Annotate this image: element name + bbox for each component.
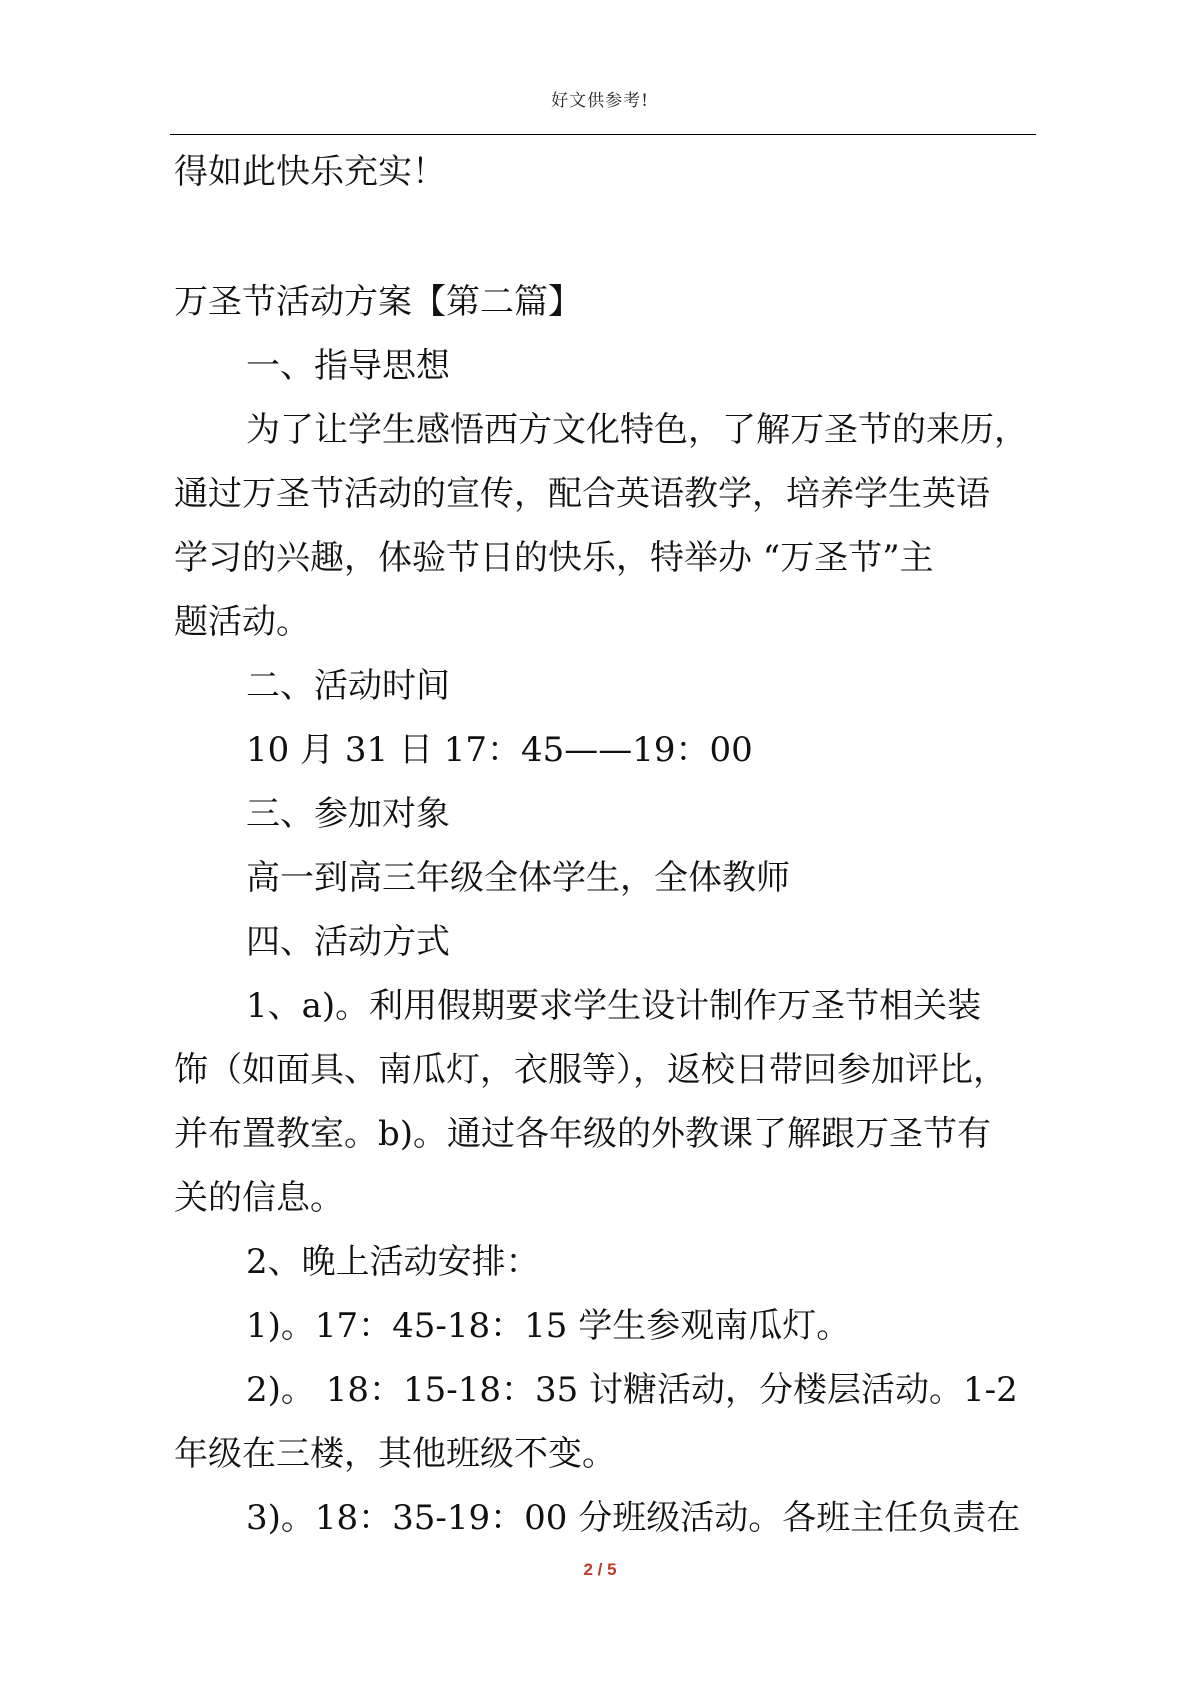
- body-line: 年级在三楼，其他班级不变。: [174, 1434, 616, 1474]
- body-line: 饰（如面具、南瓜灯，衣服等），返校日带回参加评比，: [174, 1050, 1007, 1090]
- document-body: [174, 140, 1044, 1550]
- body-line: 通过万圣节活动的宣传，配合英语教学，培养学生英语: [174, 474, 990, 514]
- body-line: 1)。17：45-18：15 学生参观南瓜灯。: [246, 1306, 851, 1346]
- header-divider: [170, 134, 1036, 135]
- body-line: 2)。 18：15-18：35 讨糖活动，分楼层活动。1-2: [246, 1370, 1018, 1410]
- paragraph-spacer: [174, 204, 1044, 270]
- body-line: 为了让学生感悟西方文化特色，了解万圣节的来历，: [246, 410, 1028, 450]
- page-number: 2 / 5: [583, 1560, 617, 1579]
- heading-participants: 三、参加对象: [246, 794, 450, 834]
- body-line: 并布置教室。b)。通过各年级的外教课了解跟万圣节有: [174, 1114, 992, 1154]
- body-line: 得如此快乐充实！: [174, 152, 446, 192]
- body-line: 关的信息。: [174, 1178, 344, 1218]
- section-title: 万圣节活动方案【第二篇】: [174, 282, 582, 322]
- body-line: 学习的兴趣，体验节日的快乐，特举办 “万圣节”主: [174, 538, 934, 578]
- body-line: 10 月 31 日 17：45——19：00: [246, 730, 753, 770]
- heading-guiding-ideology: 一、指导思想: [246, 346, 450, 386]
- body-line: 3)。18：35-19：00 分班级活动。各班主任负责在: [246, 1498, 1021, 1538]
- body-line: 高一到高三年级全体学生，全体教师: [246, 858, 790, 898]
- body-line: 1、a)。利用假期要求学生设计制作万圣节相关装: [246, 986, 982, 1026]
- heading-activity-time: 二、活动时间: [246, 666, 450, 706]
- body-line: 题活动。: [174, 602, 310, 642]
- heading-activity-method: 四、活动方式: [246, 922, 450, 962]
- body-line: 2、晚上活动安排：: [246, 1242, 540, 1282]
- page-header: 好文供参考!: [551, 91, 649, 111]
